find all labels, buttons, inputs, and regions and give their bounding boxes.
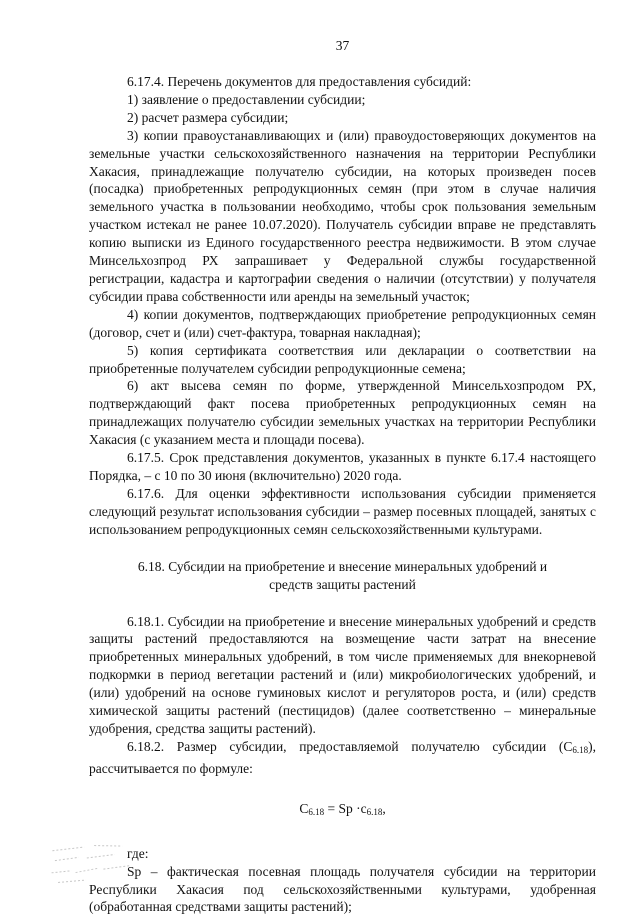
section-6-18-1: 6.18.1. Субсидии на приобретение и внесение минеральных удобрений и средств защиты растений предоставляются на возмещение части затрат на внесение приобретенных минеральных удобрений, в том числе применяемых для внекорневой подкормки в период вегетации растений и (или) микробиологических удобрений, и (или) удобрений на основе гуминовых кислот и регуляторов роста, и (или) средств химической защиты растений (пестицидов) (далее соответственно – минеральные удобрения, средства защиты растений). — [89, 613, 596, 736]
formula-lhs-subscript: 6.18 — [308, 806, 325, 817]
list-item: 5) копия сертификата соответствия или декларации о соответствии на приобретенные получателем субсидии репродукционные семена; — [89, 342, 596, 376]
page-number: 37 — [335, 38, 350, 53]
list-item: 4) копии документов, подтверждающих приобретение репродукционных семян (договор, счет и (или) счет-фактура, товарная накладная); — [89, 306, 596, 340]
where-label: где: — [127, 845, 149, 861]
list-item: 1) заявление о предоставлении субсидии; — [127, 91, 366, 107]
faint-stamp-mark — [44, 833, 166, 889]
list-item: 6) акт высева семян по форме, утвержденной Минсельхозпродом РХ, подтверждающий факт посева приобретенных репродукционных семян на принадлежащих получателю субсидии земельных участках на территории Республики Хакасия (с указанием места и площади посева). — [89, 378, 596, 448]
section-6-18-2-text-before: 6.18.2. Размер субсидии, предоставляемой получателю субсидии (С — [127, 738, 573, 754]
formula-rhs: = Sp ·с — [324, 800, 367, 816]
formula — [89, 800, 596, 821]
section-6-17-4-title: 6.17.4. Перечень документов для предоставления субсидий: — [127, 74, 472, 89]
formula-lhs: С — [299, 800, 309, 816]
section-6-18-2-text-after: ), рассчитывается по формуле: — [89, 738, 596, 776]
section-6-17-5: 6.17.5. Срок представления документов, указанных в пункте 6.17.4 настоящего Порядка, – с 10 по 30 июня (включительно) 2020 года. — [89, 450, 596, 483]
formula-tail: , — [382, 800, 386, 816]
list-item: 3) копии правоустанавливающих и (или) правоудостоверяющих документов на земельные участки сельскохозяйственного назначения на территории Республики Хакасия, принадлежащие получателю субсидии, на которых произведен посев (посадка) приобретенных репродукционных семян (при этом в случае наличия земельного участка в пользовании необходимо, чтобы срок пользования земельным участком истекал не ранее 10.07.2020). Получатель субсидии вправе не представлять копию выписки из Единого государственного реестра недвижимости. В этом случае Минсельхозпрод РХ запрашивает у Федеральной службы государственной регистрации, кадастра и картографии сведения о наличии (отсутствии) у получателя субсидии права собственности или аренды на земельный участок; — [89, 127, 596, 304]
section-6-18-2-subscript: 6.18 — [572, 744, 589, 755]
formula-rhs-subscript: 6.18 — [366, 806, 383, 817]
section-heading-6-18: 6.18. Субсидии на приобретение и внесение минеральных удобрений и средств защиты растений — [137, 558, 548, 592]
section-6-18-2 — [89, 738, 596, 778]
list-item: 2) расчет размера субсидии; — [127, 109, 289, 125]
section-6-17-6: 6.17.6. Для оценки эффективности использования субсидии применяется следующий результат использования субсидии – размер посевных площадей, занятых с использованием репродукционных семян сельскохозяйственными культурами. — [89, 485, 596, 537]
stamp-scribble-icon — [44, 833, 166, 889]
sp-definition: Sp – фактическая посевная площадь получателя субсидии на территории Республики Хакасия под сельскохозяйственными культурами, удобренная (обработанная средствами защиты растений); — [89, 863, 596, 915]
